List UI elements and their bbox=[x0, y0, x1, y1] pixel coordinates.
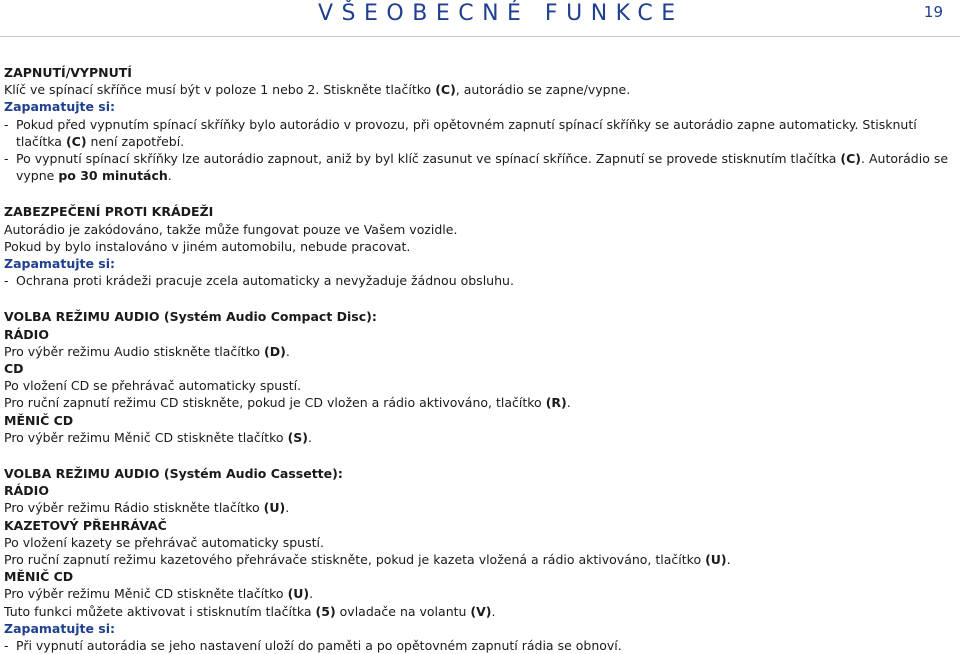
subheading-cassette: KAZETOVÝ PŘEHRÁVAČ bbox=[4, 517, 167, 533]
subheading-radio: RÁDIO bbox=[4, 326, 49, 342]
paragraph: Pro výběr režimu Rádio stiskněte tlačítko (U). bbox=[4, 500, 290, 516]
paragraph: Pro ruční zapnutí režimu kazetového přehrávače stiskněte, pokud je kazeta vložená a rádio aktivováno, tlačítko (U). bbox=[4, 552, 731, 568]
subheading-cd-changer: MĚNIČ CD bbox=[4, 412, 74, 428]
note-label: Zapamatujte si: bbox=[4, 256, 116, 272]
note-label: Zapamatujte si: bbox=[4, 99, 116, 115]
paragraph: Tuto funkci můžete aktivovat i stisknutím tlačítka (5) ovladače na volantu (V). bbox=[4, 603, 496, 619]
subheading-cd: CD bbox=[4, 361, 24, 377]
paragraph: Po vložení kazety se přehrávač automaticky spustí. bbox=[4, 534, 324, 550]
paragraph: Pro výběr režimu Měnič CD stiskněte tlačítko (S). bbox=[4, 429, 312, 445]
paragraph: Pro výběr režimu Měnič CD stiskněte tlačítko (U). bbox=[4, 586, 314, 602]
paragraph: Pokud by bylo instalováno v jiném automobilu, nebude pracovat. bbox=[4, 238, 411, 254]
bullet-item: - Pokud před vypnutím spínací skříňky bylo autorádio v provozu, při opětovném zapnutí spínací skříňky se autorádio zapne automaticky. Stisknutí tlačítka (C) není zapotřebí. bbox=[4, 116, 917, 149]
header-divider bbox=[0, 36, 960, 37]
bullet-item: - Ochrana proti krádeži pracuje zcela automaticky a nevyžaduje žádnou obsluhu. bbox=[4, 273, 514, 289]
section-heading-power: ZAPNUTÍ/VYPNUTÍ bbox=[4, 65, 132, 80]
paragraph: Po vložení CD se přehrávač automaticky spustí. bbox=[4, 378, 302, 394]
paragraph: Pro ruční zapnutí režimu CD stiskněte, pokud je CD vložen a rádio aktivováno, tlačítko (R). bbox=[4, 395, 571, 411]
paragraph: Klíč ve spínací skříňce musí být v poloze 1 nebo 2. Stiskněte tlačítko (C), autorádio se zapne/vypne. bbox=[4, 82, 631, 98]
page-number: 19 bbox=[923, 3, 943, 21]
subheading-cd-changer: MĚNIČ CD bbox=[4, 569, 74, 585]
paragraph: Autorádio je zakódováno, takže může fungovat pouze ve Vašem vozidle. bbox=[4, 221, 458, 237]
subheading-radio: RÁDIO bbox=[4, 483, 49, 499]
section-heading-audio-cassette: VOLBA REŽIMU AUDIO (Systém Audio Cassette): bbox=[4, 466, 343, 482]
section-heading-audio-cd: VOLBA REŽIMU AUDIO (Systém Audio Compact Disc): bbox=[4, 309, 377, 325]
page-header-title: VŠEOBECNÉ FUNKCE bbox=[318, 1, 684, 26]
section-heading-anti-theft: ZABEZPEČENÍ PROTI KRÁDEŽI bbox=[4, 204, 214, 220]
note-label: Zapamatujte si: bbox=[4, 620, 116, 636]
paragraph: Pro výběr režimu Audio stiskněte tlačítko (D). bbox=[4, 343, 290, 359]
bullet-item: - Po vypnutí spínací skříňky lze autorádio zapnout, aniž by byl klíč zasunut ve spínací skříňce. Zapnutí se provede stisknutím tlačítka (C). Autorádio se vypne po 30 minutách. bbox=[4, 151, 949, 184]
bullet-item: - Při vypnutí autorádia se jeho nastavení uloží do paměti a po opětovném zapnutí rádia se obnoví. bbox=[4, 638, 622, 654]
document-body bbox=[4, 64, 956, 654]
